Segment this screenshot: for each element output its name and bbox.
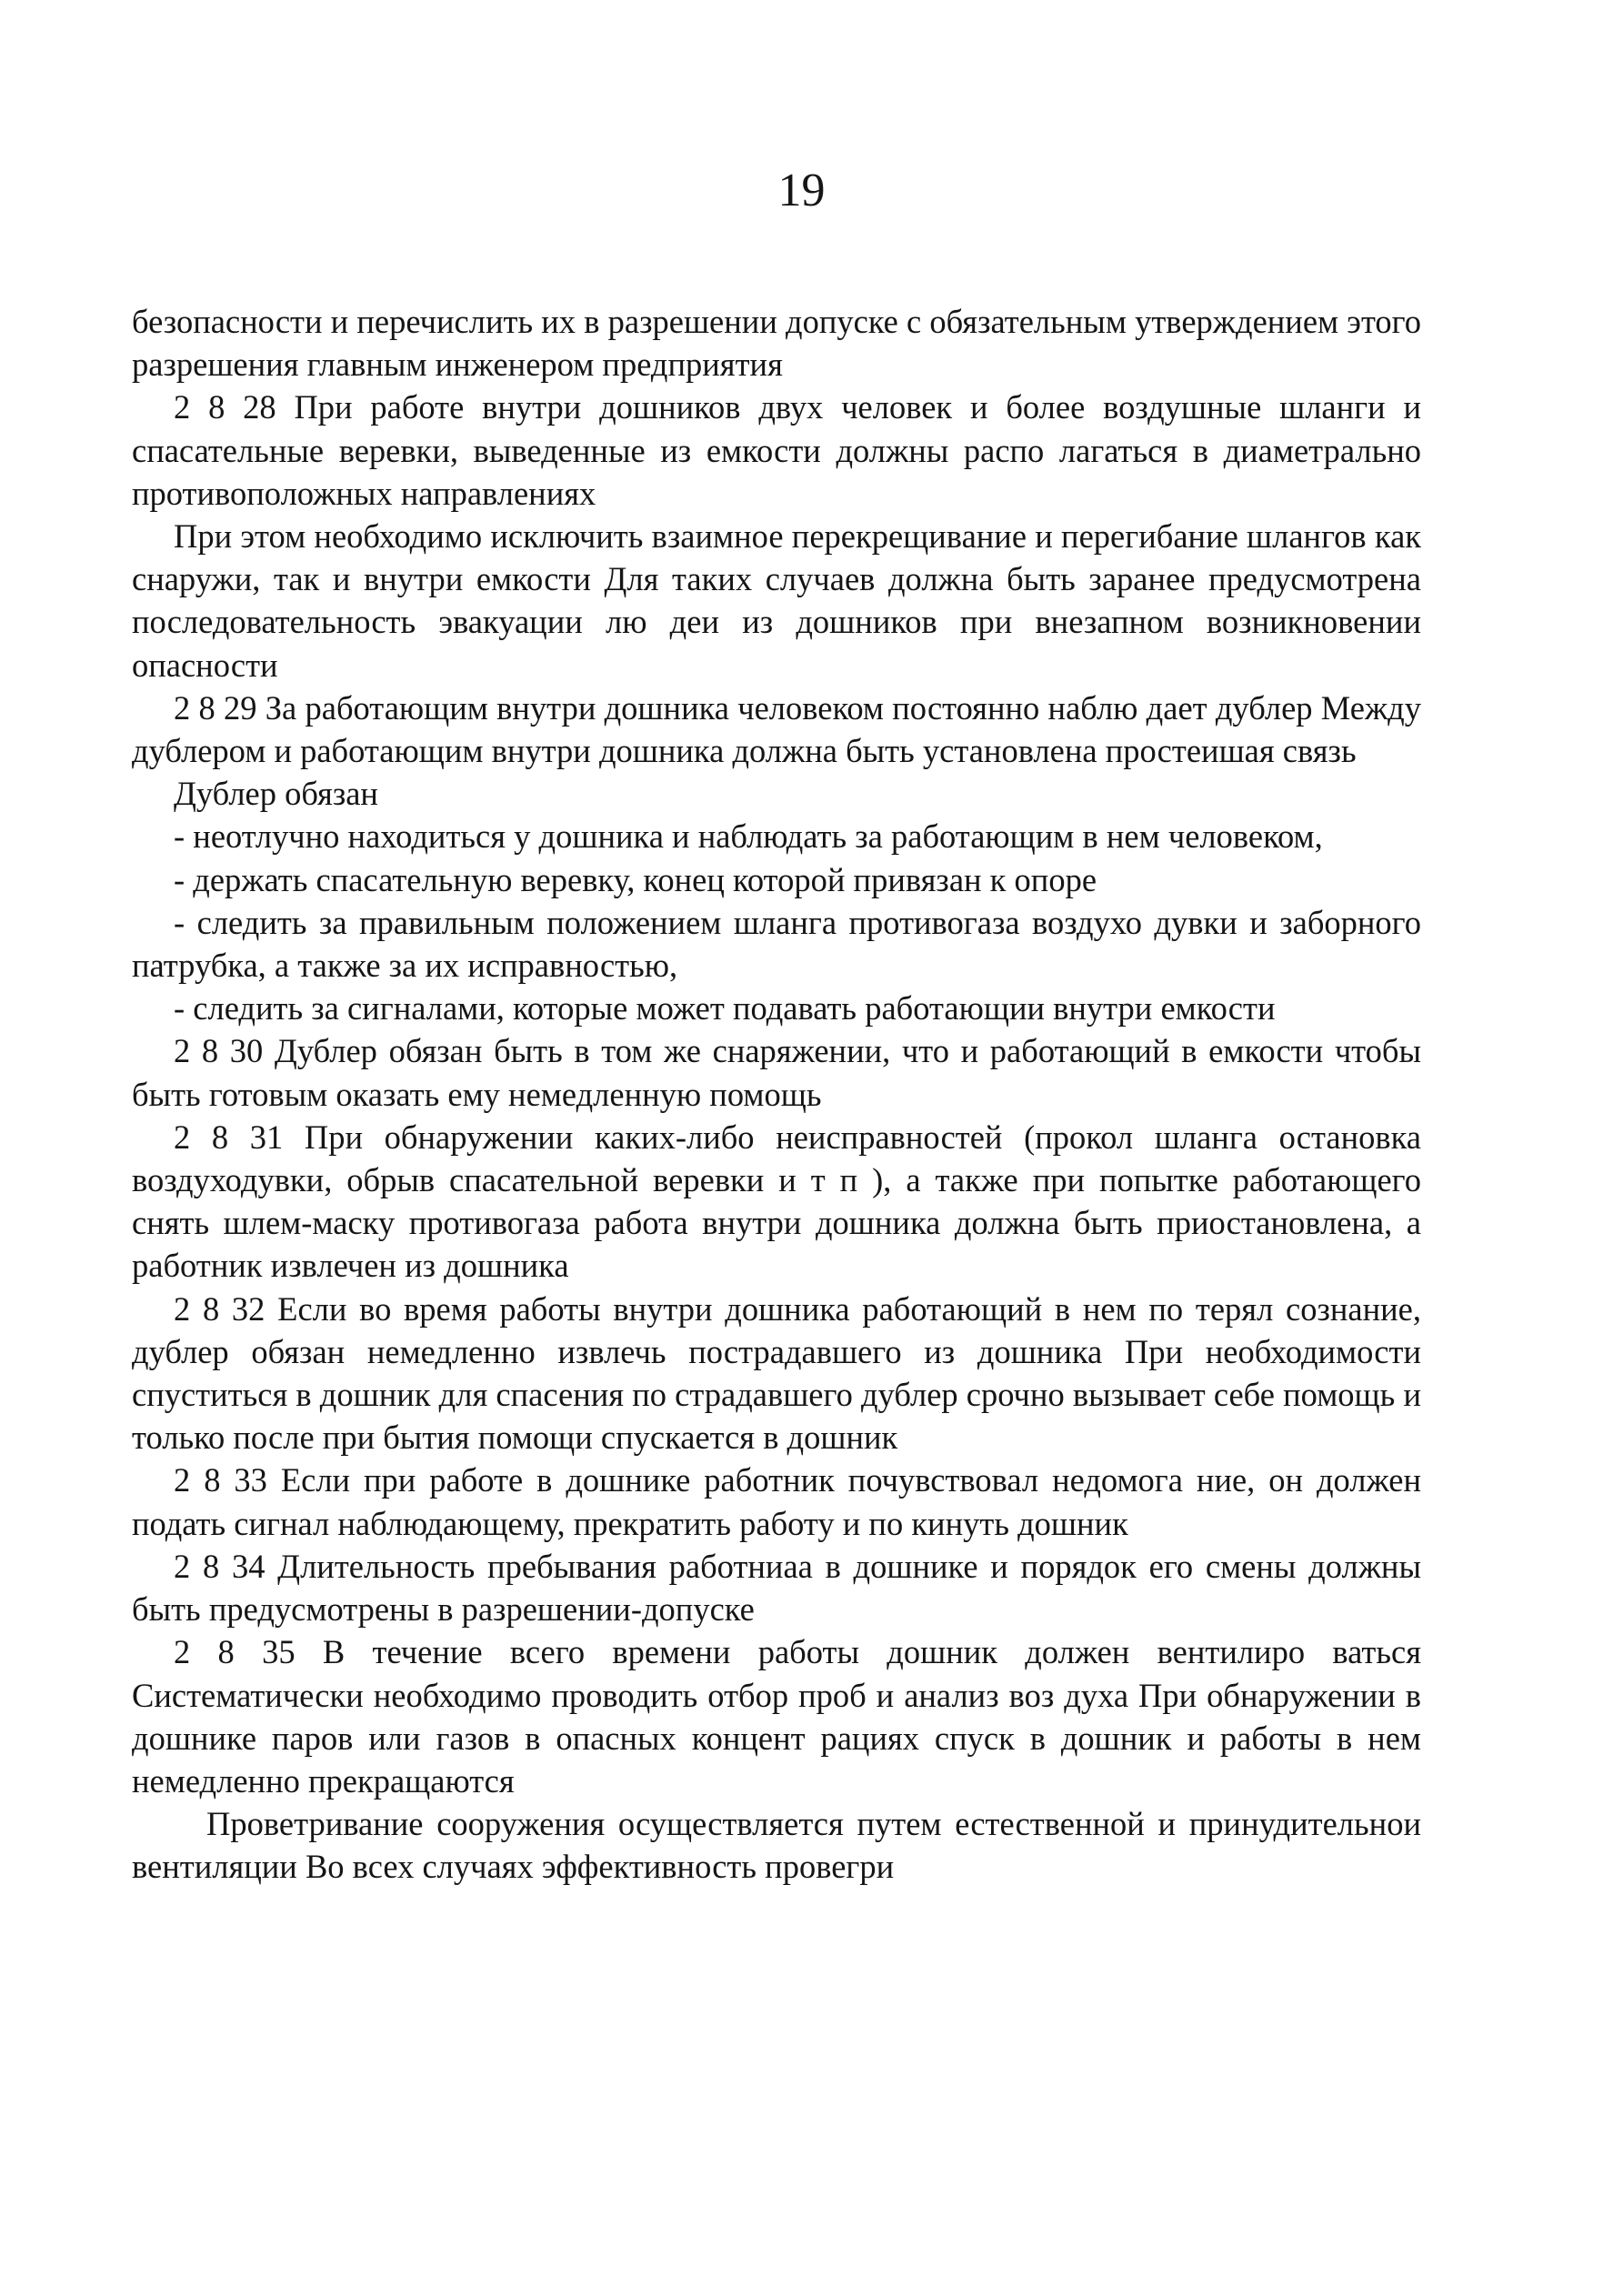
paragraph: 2 8 33 Если при работе в дошнике работник почувствовал недомога ние, он должен подать сигнал наблюдающему, прекратить работу и по кинуть дошник xyxy=(132,1461,1421,1542)
paragraph: 2 8 30 Дублер обязан быть в том же снаряжении, что и работающий в емкости чтобы быть готовым оказать ему немедленную помощь xyxy=(132,1032,1421,1113)
paragraph: 2 8 32 Если во время работы внутри дошника работающий в нем по терял сознание, дублер обязан немедленно извлечь пострадавшего из дошника При необходимости спуститься в дошник для спасения по страдавшего дублер срочно вызывает себе помощь и только после при бытия помощи спускается в дошник xyxy=(132,1289,1421,1457)
paragraph: При этом необходимо исключить взаимное перекрещивание и перегибание шлангов как снаружи, так и внутри емкости Для таких случаев должна быть заранее предусмотрена последовательность эвакуации лю деи из дошников при внезапном возникновении опасности xyxy=(132,517,1421,684)
paragraph: 2 8 35 В течение всего времени работы дошник должен вентилиро ваться Систематически необходимо проводить отбор проб и анализ воз духа При обнаружении в дошнике паров или газов в опасных концент рациях спуск в дошник и работы в нем немедленно прекращаются xyxy=(132,1633,1421,1800)
list-item: - следить за правильным положением шланга противогаза воздухо дувки и заборного патрубка, а также за их исправностью, xyxy=(132,903,1421,985)
list-item: - держать спасательную веревку, конец которой привязан к опоре xyxy=(174,860,1097,898)
paragraph: безопасности и перечислить их в разрешении допуске с обязательным утверждением этого разрешения главным инженером предприятия xyxy=(132,303,1421,384)
paragraph: 2 8 34 Длительность пребывания работниаа в дошнике и порядок его смены должны быть предусмотрены в разрешении-допуске xyxy=(132,1547,1421,1629)
paragraph: 2 8 28 При работе внутри дошников двух человек и более воздушные шланги и спасательные веревки, выведенные из емкости должны распо лагаться в диаметрально противоположных направлениях xyxy=(132,388,1421,512)
list-item: - следить за сигналами, которые может подавать работающии внутри емкости xyxy=(174,989,1276,1028)
paragraph: 2 8 29 За работающим внутри дошника человеком постоянно наблю дает дублер Между дублером и работающим внутри дошника должна быть установлена простеишая связь xyxy=(132,688,1421,770)
page-number: 19 xyxy=(777,165,826,216)
list-item: - неотлучно находиться у дошника и наблюдать за работающим в нем человеком, xyxy=(174,817,1323,856)
body-text xyxy=(132,300,1421,1889)
paragraph: Дублер обязан xyxy=(174,775,378,813)
paragraph: Проветривание сооружения осуществляется путем естественной и принудительнои вентиляции Во всех случаях эффективность провегри xyxy=(132,1805,1421,1886)
paragraph: 2 8 31 При обнаружении каких-либо неисправностей (прокол шланга остановка воздуходувки, обрыв спасательной веревки и т п ), а также при попытке работающего снять шлем-маску противогаза работа внутри дошника должна быть приостановлена, а работник извлечен из дошника xyxy=(132,1118,1421,1285)
